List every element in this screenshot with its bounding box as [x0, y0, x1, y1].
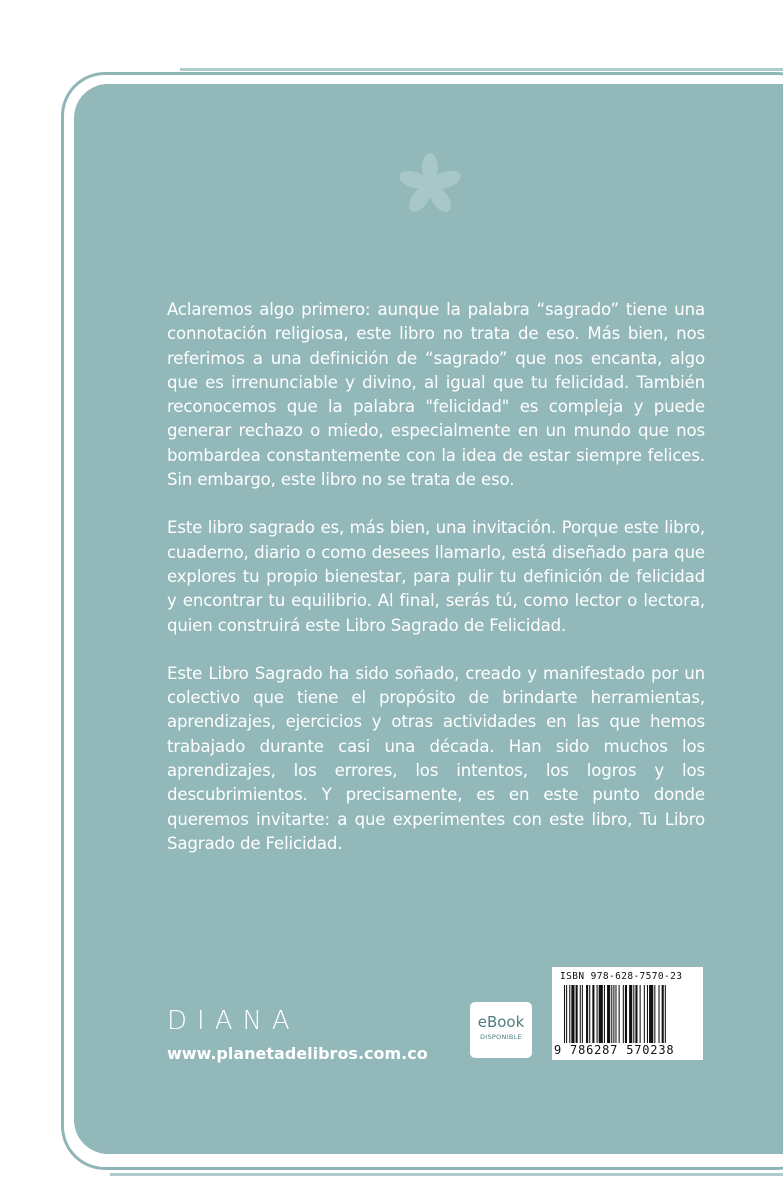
blurb-paragraph-1: Aclaremos algo primero: aunque la palabra “sagrado” tiene una connotación religiosa, este libro no trata de eso. Más bien, nos referimos a una definición de “sagrado” que nos encanta, algo que es irrenunciable y divino, al igual que tu felicidad. También reconocemos que la palabra "felicidad" es compleja y puede generar rechazo o miedo, especialmente en un mundo que nos bombardea constantemente con la idea de estar siempre felices. Sin embargo, este libro no se trata de eso. [167, 300, 705, 490]
blurb-paragraph-2: Este libro sagrado es, más bien, una invitación. Porque este libro, cuaderno, diario o como desees llamarlo, está diseñado para que explores tu propio bienestar, para pulir tu definición de felicidad y encontrar tu equilibrio. Al final, serás tú, como lector o lectora, quien construirá este Libro Sagrado de Felicidad. [167, 518, 705, 635]
asterisk-icon [395, 150, 465, 220]
barcode-bar [654, 985, 655, 1043]
barcode-bar [665, 985, 666, 1043]
barcode-bar [604, 985, 605, 1043]
barcode-bars [564, 985, 696, 1043]
barcode-bar [649, 985, 653, 1043]
ebook-badge-subtitle: DISPONIBLE [479, 1033, 523, 1041]
barcode-bar [659, 985, 660, 1043]
barcode-bar [571, 985, 574, 1043]
barcode-bar [597, 985, 598, 1043]
barcode-bar [662, 985, 664, 1043]
barcode-bar [607, 985, 610, 1043]
barcode-bar [592, 985, 594, 1043]
barcode-bar [586, 985, 588, 1043]
barcode-box [552, 967, 703, 1060]
barcode-bar [564, 985, 565, 1043]
barcode-bar [635, 985, 637, 1043]
barcode-bar [623, 985, 624, 1043]
blurb-text [167, 298, 705, 880]
barcode-bar [582, 985, 583, 1043]
barcode-bar [640, 985, 641, 1043]
frame-line-top [180, 68, 783, 71]
barcode-bar [625, 985, 627, 1043]
barcode-bar [619, 985, 620, 1043]
barcode-digits: 9 786287 570238 [554, 1043, 675, 1057]
barcode-bar [599, 985, 603, 1043]
isbn-label: ISBN 978-628-7570-23 [560, 971, 683, 982]
barcode-bar [613, 985, 614, 1043]
barcode-bar [644, 985, 645, 1043]
ebook-badge-title: eBook [477, 1013, 525, 1031]
frame-line-bottom [110, 1173, 783, 1176]
blurb-paragraph-3: Este Libro Sagrado ha sido soñado, creado y manifestado por un colectivo que tiene el propósito de brindarte herramientas, aprendizajes, ejercicios y otras actividades en las que hemos trabajado durante casi una década. Han sido muchos los aprendizajes, los errores, los intentos, los logros y los descubrimientos. Y precisamente, es en este punto donde queremos invitarte: a que experimentes con este libro, Tu Libro Sagrado de Felicidad. [167, 663, 705, 853]
barcode-bar [633, 985, 634, 1043]
publisher-logo: DIANA [167, 1006, 300, 1036]
publisher-url: www.planetadelibros.com.co [167, 1044, 428, 1063]
barcode-bar [611, 985, 612, 1043]
barcode-bar [569, 985, 570, 1043]
barcode-bar [647, 985, 648, 1043]
barcode-bar [615, 985, 616, 1043]
barcode-bar [589, 985, 590, 1043]
barcode-bar [580, 985, 581, 1043]
barcode-bar [576, 985, 578, 1043]
ebook-badge [470, 1002, 532, 1058]
barcode-bar [566, 985, 567, 1043]
barcode-bar [629, 985, 632, 1043]
